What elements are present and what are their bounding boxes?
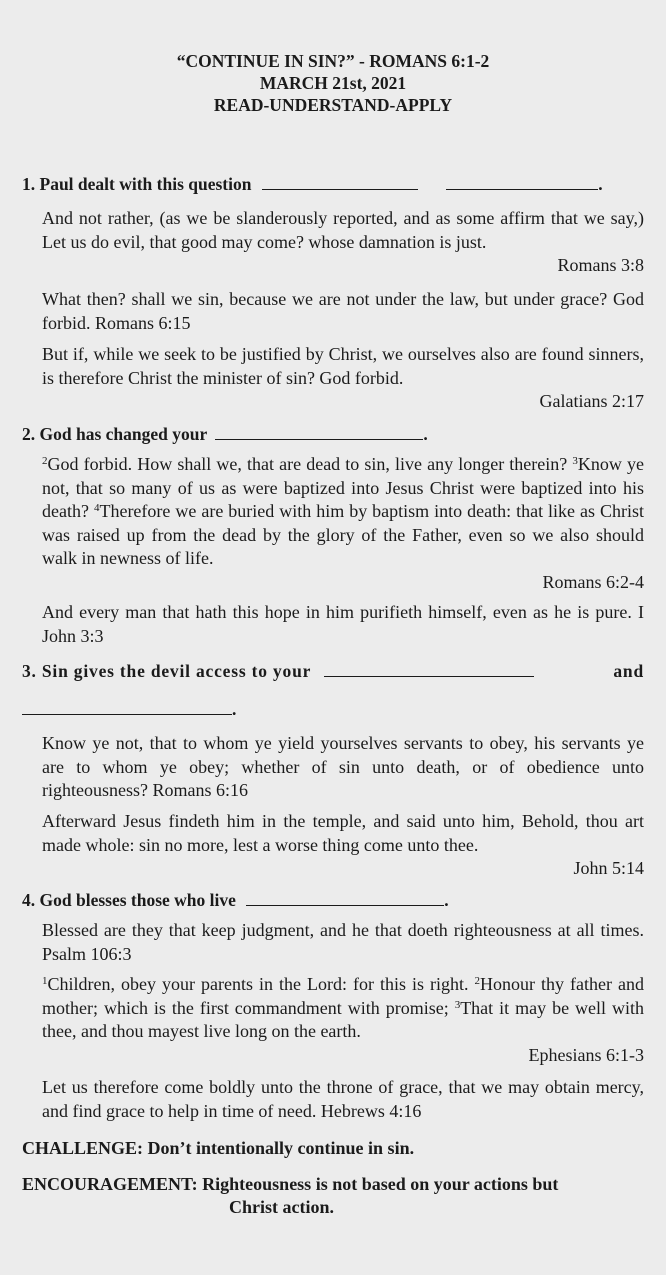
verse-text: Honour thy father and mother; which is the first commandment with promise;	[42, 974, 645, 1018]
verse-reference: Ephesians 6:1-3	[528, 1044, 644, 1065]
page-title: “CONTINUE IN SIN?” - ROMANS 6:1-2	[176, 51, 490, 71]
verse-text: Therefore we are buried with him by baptism into death: that like as Christ was raised up from the dead by the glory of the Father, even so we also should walk in newness of life.	[42, 501, 645, 568]
fill-blank	[22, 700, 232, 715]
fill-blank	[324, 662, 534, 677]
point-3-label: 3. Sin gives the devil access to your	[22, 661, 311, 681]
point-3-continued: .	[22, 697, 644, 721]
verse-romans-6-2-4	[42, 453, 644, 594]
verse-romans-3-8	[42, 207, 644, 278]
point-2-label: 2. God has changed your	[22, 424, 207, 444]
verse-1-john-3-3	[42, 601, 644, 648]
point-1-label: 1. Paul dealt with this question	[22, 174, 252, 194]
challenge	[22, 1137, 644, 1160]
point-1: 1. Paul dealt with this question .	[22, 174, 603, 194]
page-subtitle: READ-UNDERSTAND-APPLY	[213, 95, 453, 115]
encouragement-text: Righteousness is not based on your actions but	[202, 1174, 559, 1194]
point-4: 4. God blesses those who live .	[22, 890, 449, 910]
verse-number: 3	[572, 455, 578, 467]
verse-john-5-14	[42, 810, 644, 881]
verse-psalm-106-3	[42, 919, 644, 966]
page-date: MARCH 21st, 2021	[259, 73, 407, 93]
verse-number: 2	[474, 975, 481, 987]
verse-text: And every man that hath this hope in him purifieth himself, even as he is pure. I John 3:3	[42, 602, 644, 646]
verse-number: 1	[42, 975, 48, 987]
encouragement-label: ENCOURAGEMENT:	[22, 1174, 198, 1194]
verse-text: God forbid. How shall we, that are dead to sin, live any longer therein?	[47, 454, 568, 474]
point-3	[22, 659, 644, 683]
verse-reference: John 5:14	[573, 858, 644, 878]
verse-text: Blessed are they that keep judgment, and he that doeth righteousness at all times. Psalm 106:3	[42, 920, 644, 964]
challenge-label: CHALLENGE:	[22, 1138, 144, 1158]
verse-romans-6-16	[42, 732, 644, 803]
and-word: and	[613, 661, 644, 681]
verse-text: Let us therefore come boldly unto the throne of grace, that we may obtain mercy, and find grace to help in time of need. Hebrews 4:16	[42, 1077, 644, 1121]
verse-text: Afterward Jesus findeth him in the temple, and said unto him, Behold, thou art made whole: sin no more, lest a worse thing come unto thee.	[42, 811, 644, 855]
verse-text: Know ye not, that to whom ye yield yourselves servants to obey, his servants ye are to whom ye obey; whether of sin unto death, or of obedience unto righteousness? Romans 6:16	[42, 733, 644, 800]
verse-reference: Romans 3:8	[557, 255, 644, 275]
verse-text: That it may be well with thee, and thou mayest live long on the earth.	[42, 997, 644, 1041]
point-4-label: 4. God blesses those who live	[22, 890, 236, 910]
verse-ephesians-6-1-3	[42, 973, 644, 1067]
challenge-text: Don’t intentionally continue in sin.	[147, 1138, 415, 1158]
point-2: 2. God has changed your .	[22, 424, 428, 444]
encouragement	[22, 1173, 644, 1219]
verse-reference: Galatians 2:17	[539, 391, 644, 411]
verse-romans-6-15	[42, 288, 644, 335]
fill-blank	[215, 425, 423, 440]
verse-number: 4	[93, 502, 100, 514]
verse-text: What then? shall we sin, because we are not under the law, but under grace? God forbid. Romans 6:15	[42, 289, 644, 333]
verse-hebrews-4-16	[42, 1076, 644, 1123]
verse-galatians-2-17	[42, 343, 644, 414]
encouragement-text-continued: Christ action.	[229, 1197, 334, 1217]
verse-number: 3	[454, 998, 461, 1011]
page-header	[22, 0, 644, 116]
fill-blank	[262, 175, 418, 190]
verse-reference: Romans 6:2-4	[542, 571, 644, 592]
fill-blank	[246, 891, 444, 906]
verse-text: Know ye not, that so many of us as were baptized into Jesus Christ were baptized into his death?	[42, 454, 644, 521]
verse-text: And not rather, (as we be slanderously reported, and as some affirm that we say,) Let us do evil, that good may come? whose damnation is just.	[42, 208, 644, 252]
verse-text: But if, while we seek to be justified by Christ, we ourselves also are found sinners, is therefore Christ the minister of sin? God forbid.	[42, 344, 644, 388]
fill-blank	[446, 175, 598, 190]
verse-number: 2	[42, 455, 48, 467]
verse-text: Children, obey your parents in the Lord: for this is right.	[47, 974, 469, 994]
